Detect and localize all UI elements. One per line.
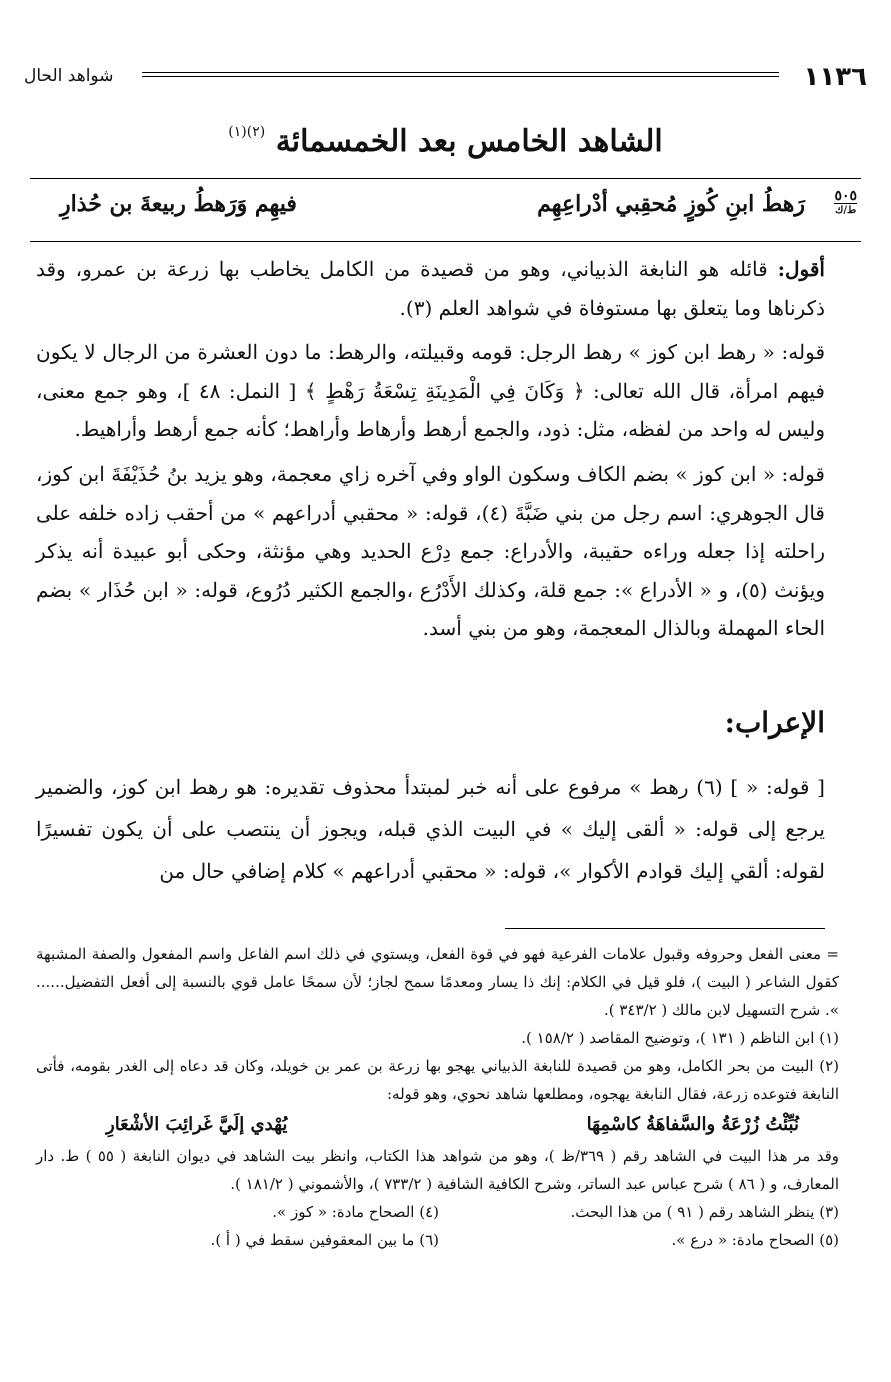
footnote-divider	[505, 928, 825, 929]
footnote-2: (٢) البيت من بحر الكامل، وهو من قصيدة للنابغة الذبياني يهجو بها زرعة بن عمر بن خويلد، وكان قد دعاه إلى الغدر بقومه، فأتى النابغة فتوعده زرعة، فقال النابغة يهجوه، ومطلعها شاهد نحوي، وهو قوله:	[36, 1057, 839, 1103]
footnote-6: (٦) ما بين المعقوفين سقط في ( أ ).	[210, 1231, 439, 1249]
running-head	[24, 62, 867, 92]
verse-box	[30, 178, 861, 242]
paragraph-author	[36, 250, 825, 327]
footnote-ref: (٢)(١)	[228, 124, 266, 140]
verse-hemistich-second: فيهِم وَرَهطُ ربيعةَ بن حُذارِ	[60, 191, 297, 217]
footnote-verse-second: يُهْدي إلَيَّ غَرائِبَ الأشْعَارِ	[106, 1114, 288, 1135]
paragraph-lead: أقول:	[777, 257, 825, 281]
footnotes	[36, 940, 839, 1254]
meter-mark: ط/ك	[835, 205, 857, 216]
header-rule	[142, 72, 779, 73]
paragraph-raht: قوله: « رهط ابن كوز » رهط الرجل: قومه وقبيلته، والرهط: ما دون العشرة من الرجال لا يكون فيهم امرأة، قال الله تعالى: ﴿ وَكَانَ فِي الْمَدِينَةِ تِسْعَةُ رَهْطٍ ﴾ [ النمل: ٤٨ ]، وهو جمع معنى، وليس له واحد من لفظه، مثل: ذود، والجمع أرهط وأرهاط وأراهط؛ كأنه جمع أرهط وأراهيط.	[36, 340, 825, 442]
paragraph-text: قائله هو النابغة الذبياني، وهو من قصيدة من الكامل يخاطب بها زرعة بن عمرو، وقد ذكرناها وما يتعلق بها مستوفاة في شواهد العلم (٣).	[36, 257, 825, 320]
verse-hemistich-first: رَهطُ ابنِ كُوزٍ مُحقِبي أدْراعِهِم	[537, 191, 805, 217]
footnote-2-continued: وقد مر هذا البيت في الشاهد رقم ( ٣٦٩/ظ )، وهو من شواهد هذا الكتاب، وانظر بيت الشاهد في ديوان النابغة ( ٥٥ ) ط. دار المعارف، و ( ٨٦ ) شرح عباس عبد الساتر، وشرح الكافية الشافية ( ٧٣٣/٢ )، والأشموني ( ١٨١/٢ ).	[36, 1147, 839, 1193]
footnote-verse	[36, 1108, 839, 1142]
verse-number	[834, 189, 857, 218]
footnote-row	[36, 1198, 839, 1226]
footnote-1: (١) ابن الناظم ( ١٣١ )، وتوضيح المقاصد ( ١٥٨/٢ ).	[521, 1029, 839, 1047]
footnote-row	[36, 1226, 839, 1254]
page-number: ١١٣٦	[803, 62, 867, 92]
verse-number-value: ٥٠٥	[834, 188, 857, 204]
header-rule	[142, 76, 779, 77]
witness-title	[0, 124, 891, 159]
irab-heading: الإعراب:	[724, 706, 825, 739]
section-name: شواهد الحال	[24, 66, 114, 86]
paragraph-ibn-kuz: قوله: « ابن كوز » بضم الكاف وسكون الواو وفي آخره زاي معجمة، وهو يزيد بنُ حُذَيْفَةَ ابن كوز، قال الجوهري: اسم رجل من بني ضَبَّةَ (٤)، قوله: « محقبي أدراعهم » من أحقب زاده خلفه على راحلته إذا جعله وراءه حقيبة، والأدراع: جمع دِرْع الحديد وهي مؤنثة، وحكى أبو عبيدة أنه يذكر ويؤنث (٥)، و « الأدراع »: جمع قلة، وكذلك الأَدْرُع ،والجمع الكثير دُرُوع، قوله: « ابن حُذَار » بضم الحاء المهملة وبالذال المعجمة، وهو من بني أسد.	[36, 461, 825, 641]
footnote-verse-first: نُبِّئْتُ زُرْعَةُ والسَّفاهَةُ كاسْمِهَا	[586, 1114, 799, 1135]
witness-title-text: الشاهد الخامس بعد الخمسمائة	[275, 124, 663, 159]
footnote-3: (٣) ينظر الشاهد رقم ( ٩١ ) من هذا البحث.	[570, 1203, 839, 1221]
footnote-continued: = معنى الفعل وحروفه وقبول علامات الفرعية فهو في قوة الفعل، ويستوي في ذلك اسم الفاعل واسم المفعول والصفة المشبهة كقول الشاعر ( البيت )، فلو قيل في الكلام: إنك ذا يسار ومعدمًا سمح لجاز؛ لأن سمحًا عامل قوي بالنسبة إلى أفعل التفضيل...... ». شرح التسهيل لابن مالك ( ٣٤٣/٢ ).	[36, 945, 839, 1019]
irab-paragraph: [ قوله: « ] (٦) رهط » مرفوع على أنه خبر لمبتدأ محذوف تقديره: هو رهط ابن كوز، والضمير يرجع إلى قوله: « ألقى إليك » في البيت الذي قبله، ويجوز أن ينتصب على أن يكون تفسيرًا لقوله: ألقي إليك قوادم الأكوار »، قوله: « محقبي أدراعهم » كلام إضافي حال من	[36, 775, 825, 883]
footnote-5: (٥) الصحاح مادة: « درع ».	[671, 1231, 839, 1249]
commentary-body	[36, 250, 825, 648]
footnote-4: (٤) الصحاح مادة: « كوز ».	[272, 1203, 439, 1221]
